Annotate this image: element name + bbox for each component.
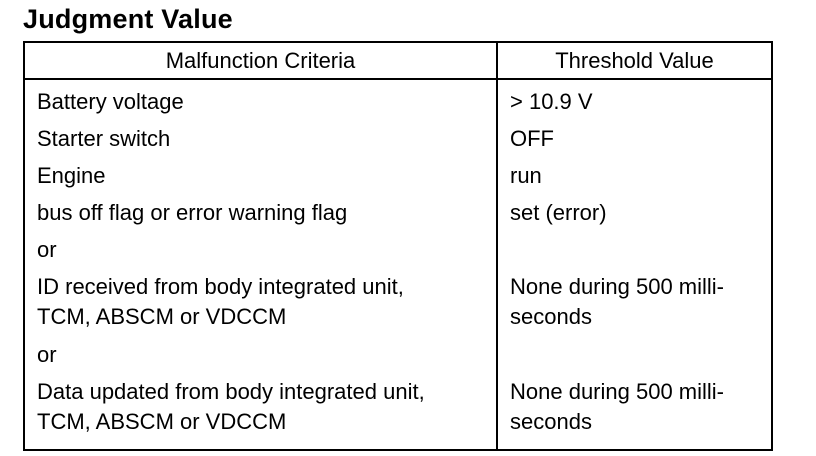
threshold-cell bbox=[497, 272, 772, 340]
table-row bbox=[24, 161, 772, 198]
page-title: Judgment Value bbox=[23, 4, 233, 34]
table-row bbox=[24, 377, 772, 450]
table-row bbox=[24, 198, 772, 235]
table-row bbox=[24, 79, 772, 124]
criteria-cell bbox=[24, 377, 497, 450]
criteria-line: Data updated from body integrated unit, bbox=[37, 379, 425, 404]
criteria-cell bbox=[24, 272, 497, 340]
criteria-cell: Engine bbox=[24, 161, 497, 198]
table-row bbox=[24, 340, 772, 377]
threshold-line: None during 500 milli- bbox=[510, 274, 724, 299]
criteria-line: TCM, ABSCM or VDCCM bbox=[37, 304, 287, 329]
threshold-line: seconds bbox=[510, 409, 592, 434]
threshold-cell bbox=[497, 340, 772, 377]
threshold-cell: > 10.9 V bbox=[510, 89, 593, 114]
threshold-cell: OFF bbox=[510, 126, 554, 151]
column-header-criteria: Malfunction Criteria bbox=[24, 42, 497, 79]
threshold-line: seconds bbox=[510, 304, 592, 329]
criteria-cell: Starter switch bbox=[24, 124, 497, 161]
criteria-line: TCM, ABSCM or VDCCM bbox=[37, 409, 287, 434]
threshold-cell: run bbox=[510, 163, 542, 188]
table-header-row bbox=[24, 42, 772, 79]
criteria-cell: or bbox=[24, 235, 497, 272]
column-header-threshold: Threshold Value bbox=[497, 42, 772, 79]
threshold-cell bbox=[497, 235, 772, 272]
threshold-line: None during 500 milli- bbox=[510, 379, 724, 404]
table-row bbox=[24, 235, 772, 272]
criteria-cell: Battery voltage bbox=[24, 79, 497, 124]
threshold-cell: set (error) bbox=[510, 200, 607, 225]
table-row bbox=[24, 124, 772, 161]
judgment-value-table bbox=[23, 41, 773, 451]
criteria-line: ID received from body integrated unit, bbox=[37, 274, 404, 299]
table-row bbox=[24, 272, 772, 340]
threshold-cell bbox=[497, 377, 772, 450]
criteria-cell: bus off flag or error warning flag bbox=[24, 198, 497, 235]
criteria-cell: or bbox=[24, 340, 497, 377]
